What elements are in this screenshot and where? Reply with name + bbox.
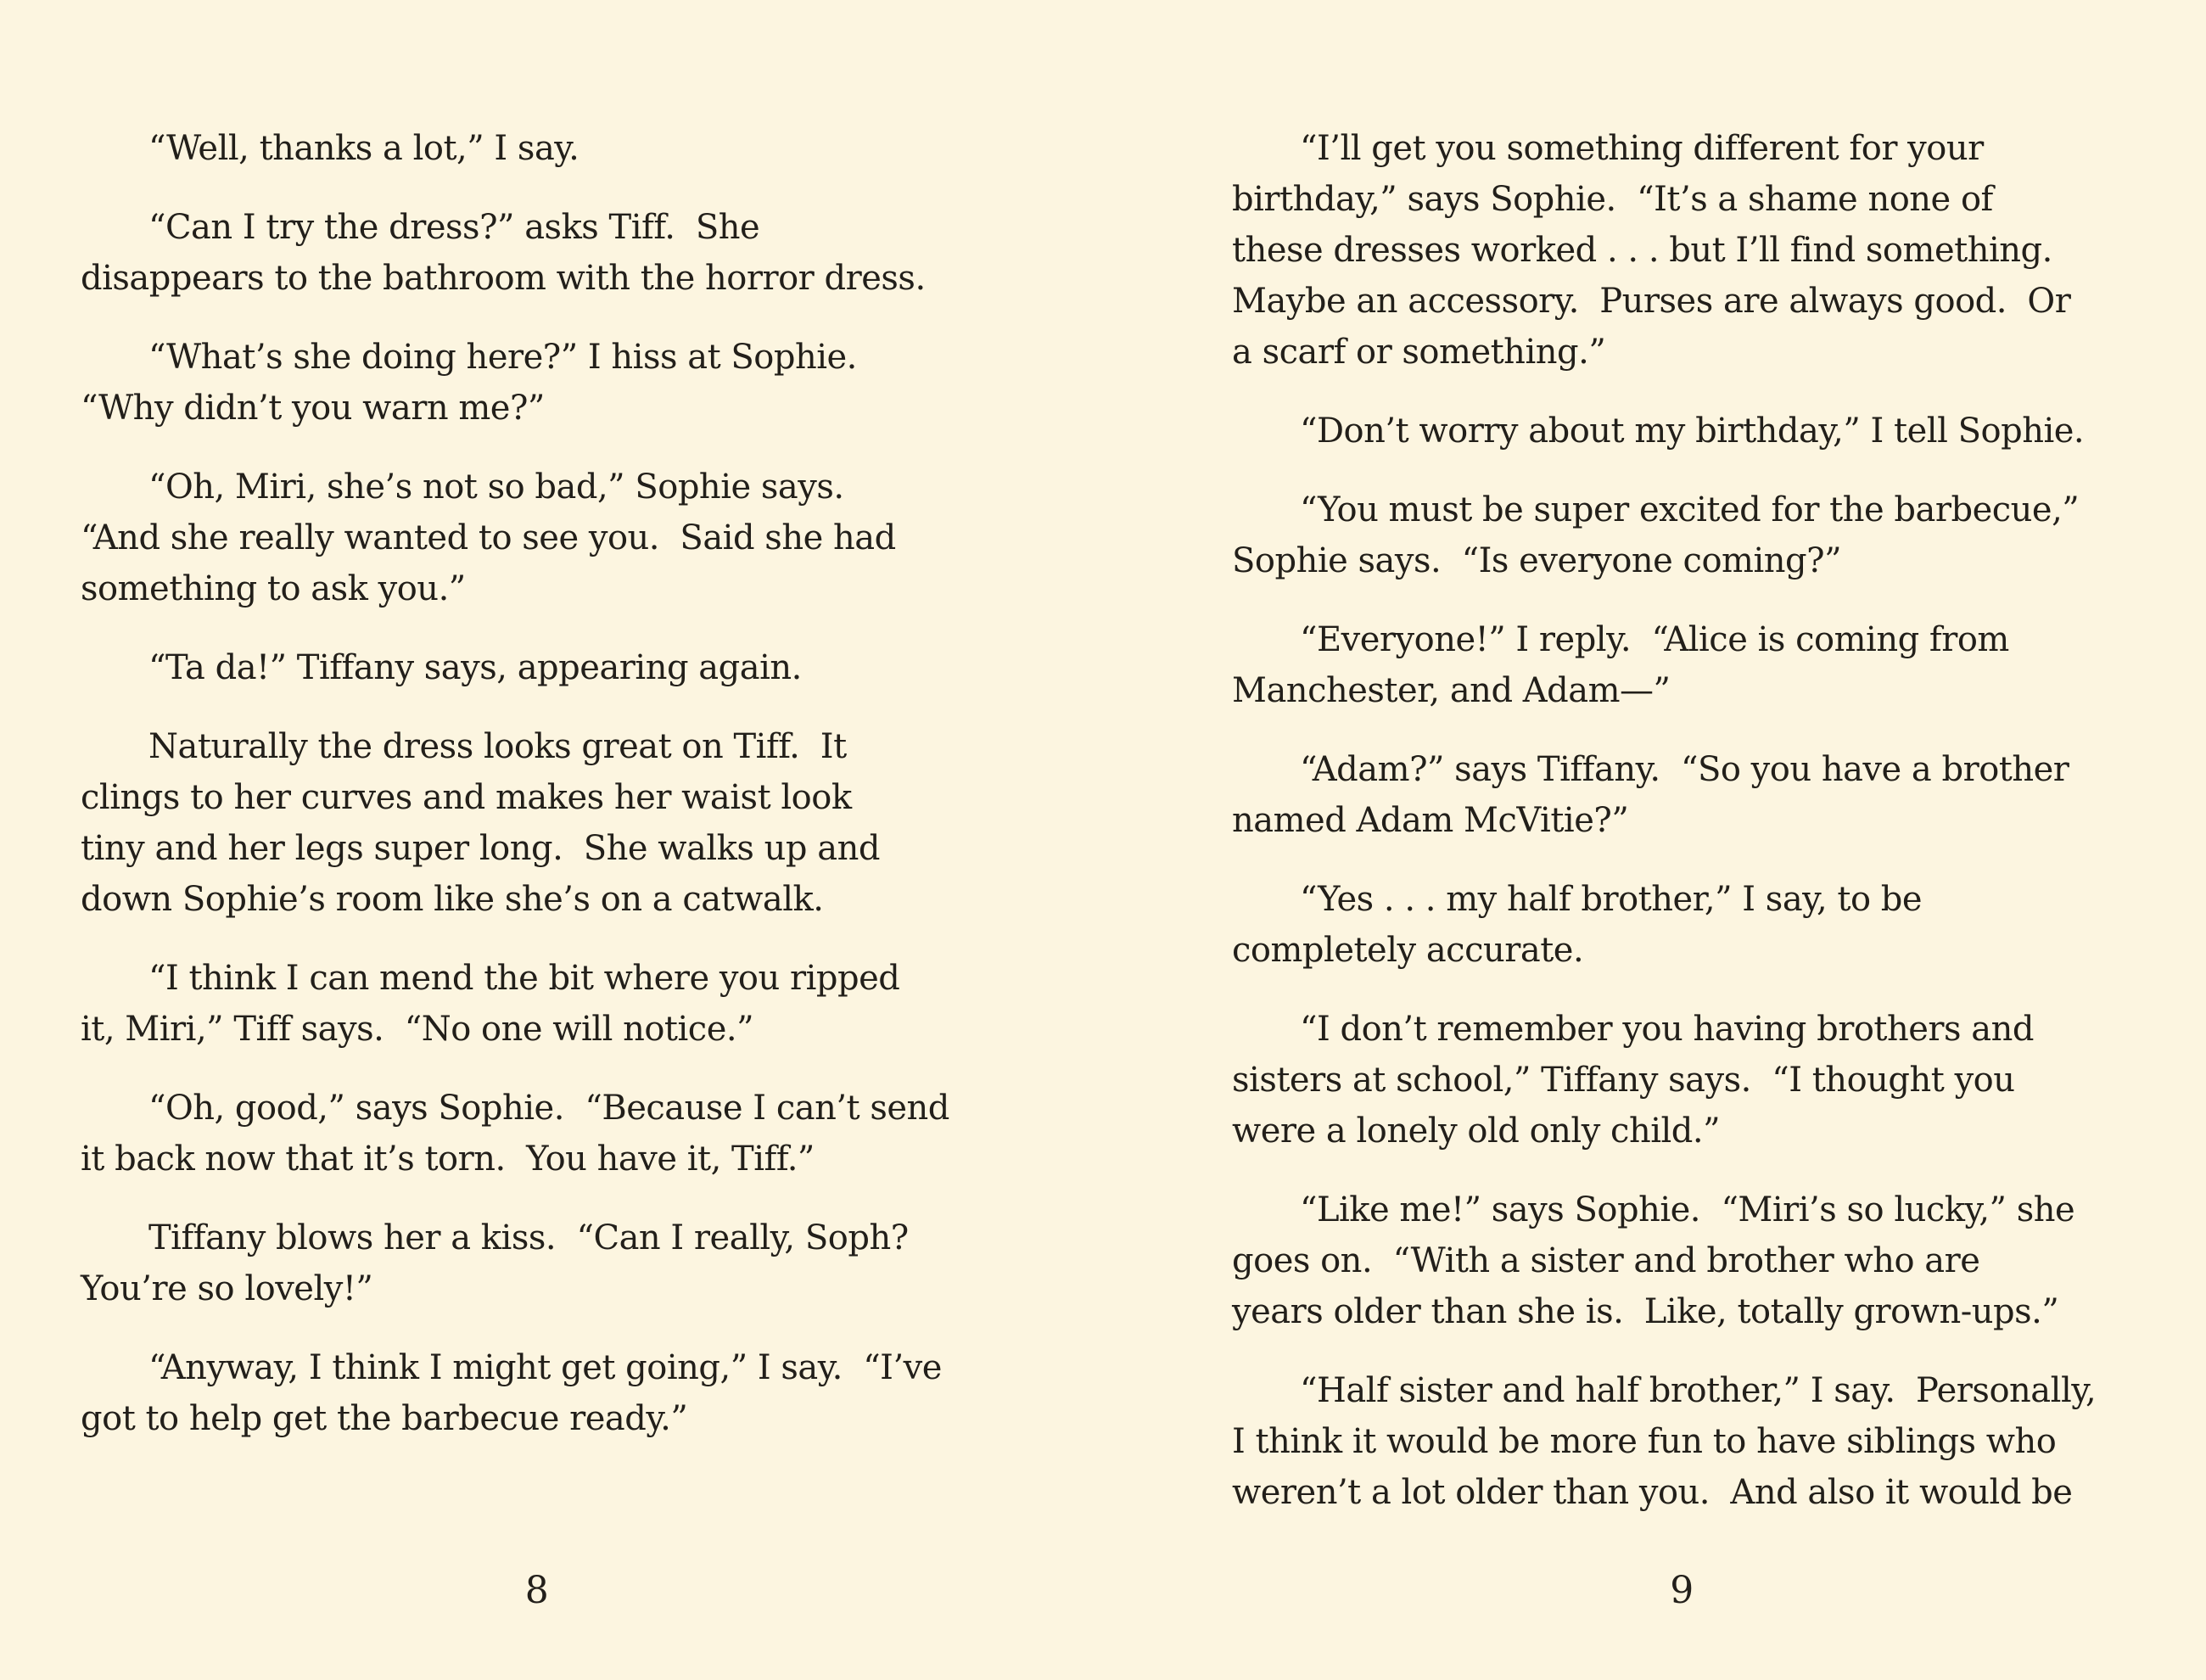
text-line: it, Miri,” Tiff says. “No one will notice.” xyxy=(81,1010,754,1049)
text-line: birthday,” says Sophie. “It’s a shame none of xyxy=(1232,180,1993,219)
text-line: Naturally the dress looks great on Tiff. It xyxy=(148,727,847,766)
text-line: Manchester, and Adam—” xyxy=(1232,671,1671,710)
text-line: “Everyone!” I reply. “Alice is coming from xyxy=(1300,620,2009,659)
text-line: Sophie says. “Is everyone coming?” xyxy=(1232,541,1842,580)
text-line: “You must be super excited for the barbecue,” xyxy=(1300,490,2080,529)
text-line: something to ask you.” xyxy=(81,569,466,608)
page-right-text xyxy=(1232,123,2131,1518)
paragraph xyxy=(1232,123,2131,378)
text-line: “Well, thanks a lot,” I say. xyxy=(148,129,579,168)
text-line: tiny and her legs super long. She walks up and xyxy=(81,829,880,868)
text-line: “I don’t remember you having brothers and xyxy=(1300,1010,2034,1049)
text-line: “And she really wanted to see you. Said she had xyxy=(81,518,896,557)
text-line: “Adam?” says Tiffany. “So you have a brother xyxy=(1300,750,2069,789)
text-line: “I think I can mend the bit where you ripped xyxy=(148,959,900,998)
paragraph xyxy=(1232,1184,2131,1337)
page-left xyxy=(81,0,993,1680)
paragraph xyxy=(81,462,993,614)
paragraph xyxy=(81,721,993,925)
paragraph xyxy=(81,953,993,1055)
text-line: down Sophie’s room like she’s on a catwalk. xyxy=(81,880,824,919)
paragraph xyxy=(81,1342,993,1444)
paragraph xyxy=(1232,744,2131,846)
paragraph xyxy=(1232,874,2131,976)
text-line: “Yes . . . my half brother,” I say, to be xyxy=(1300,880,1923,919)
text-line: got to help get the barbecue ready.” xyxy=(81,1399,688,1438)
paragraph xyxy=(1232,1004,2131,1156)
text-line: goes on. “With a sister and brother who are xyxy=(1232,1241,1980,1280)
text-line: Tiffany blows her a kiss. “Can I really, Soph? xyxy=(148,1218,909,1257)
text-line: “Can I try the dress?” asks Tiff. She xyxy=(148,208,760,247)
page-left-number: 8 xyxy=(524,1569,549,1612)
paragraph xyxy=(1232,1365,2131,1518)
text-line: “Don’t worry about my birthday,” I tell Sophie. xyxy=(1300,412,2085,451)
paragraph xyxy=(81,202,993,304)
paragraph xyxy=(81,642,993,693)
text-line: these dresses worked . . . but I’ll find something. xyxy=(1232,231,2052,270)
page-left-text xyxy=(81,123,993,1444)
text-line: completely accurate. xyxy=(1232,931,1584,970)
text-line: “Ta da!” Tiffany says, appearing again. xyxy=(148,648,802,687)
text-line: “Anyway, I think I might get going,” I say. “I’ve xyxy=(148,1348,942,1387)
text-line: “Half sister and half brother,” I say. Personally, xyxy=(1300,1371,2097,1410)
text-line: disappears to the bathroom with the horror dress. xyxy=(81,259,926,298)
paragraph xyxy=(81,332,993,434)
paragraph xyxy=(1232,406,2131,456)
text-line: “Oh, good,” says Sophie. “Because I can’t send xyxy=(148,1089,949,1128)
text-line: were a lonely old only child.” xyxy=(1232,1112,1721,1151)
text-line: “What’s she doing here?” I hiss at Sophie. xyxy=(148,338,857,377)
text-line: named Adam McVitie?” xyxy=(1232,801,1629,840)
paragraph xyxy=(81,123,993,174)
paragraph xyxy=(81,1083,993,1184)
paragraph xyxy=(81,1212,993,1314)
text-line: sisters at school,” Tiffany says. “I thought you xyxy=(1232,1061,2015,1100)
text-line: “Like me!” says Sophie. “Miri’s so lucky,” she xyxy=(1300,1190,2075,1229)
text-line: You’re so lovely!” xyxy=(81,1269,373,1308)
paragraph xyxy=(1232,484,2131,586)
text-line: weren’t a lot older than you. And also it would be xyxy=(1232,1473,2073,1512)
text-line: “Oh, Miri, she’s not so bad,” Sophie says. xyxy=(148,468,844,507)
text-line: Maybe an accessory. Purses are always good. Or xyxy=(1232,282,2071,321)
text-line: years older than she is. Like, totally grown-ups.” xyxy=(1232,1292,2059,1331)
text-line: clings to her curves and makes her waist look xyxy=(81,778,852,817)
text-line: “I’ll get you something different for your xyxy=(1300,129,1984,168)
text-line: it back now that it’s torn. You have it, Tiff.” xyxy=(81,1140,815,1179)
page-right-number: 9 xyxy=(1670,1569,1694,1612)
text-line: “Why didn’t you warn me?” xyxy=(81,389,545,428)
page-right xyxy=(1232,0,2131,1680)
paragraph xyxy=(1232,614,2131,716)
text-line: I think it would be more fun to have siblings who xyxy=(1232,1422,2057,1461)
text-line: a scarf or something.” xyxy=(1232,333,1606,372)
